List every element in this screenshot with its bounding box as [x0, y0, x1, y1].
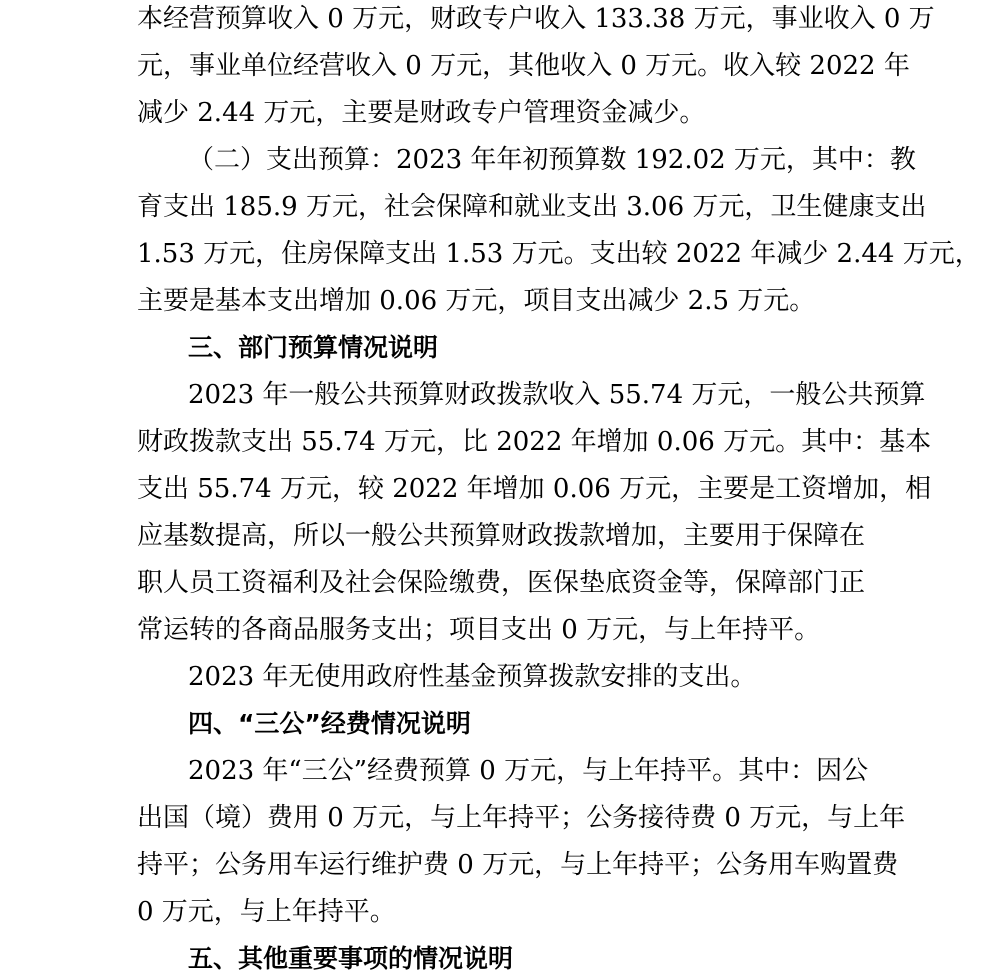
paragraph-line: 持平；公务用车运行维护费 0 万元，与上年持平；公务用车购置费	[137, 850, 899, 880]
section-heading-5: 五、其他重要事项的情况说明	[188, 944, 514, 973]
paragraph-line: 本经营预算收入 0 万元，财政专户收入 133.38 万元，事业收入 0 万	[137, 4, 935, 34]
section-heading-4: 四、“三公”经费情况说明	[188, 709, 471, 738]
paragraph-line: 财政拨款支出 55.74 万元，比 2022 年增加 0.06 万元。其中：基本	[137, 427, 932, 457]
paragraph-line: 支出 55.74 万元，较 2022 年增加 0.06 万元，主要是工资增加，相	[137, 474, 932, 504]
paragraph-line: 职人员工资福利及社会保险缴费，医保垫底资金等，保障部门正	[137, 568, 866, 598]
paragraph-line: 0 万元，与上年持平。	[137, 897, 396, 927]
paragraph-line: （二）支出预算：2023 年年初预算数 192.02 万元，其中：教	[188, 145, 916, 175]
paragraph-line: 主要是基本支出增加 0.06 万元，项目支出减少 2.5 万元。	[137, 286, 816, 316]
paragraph-line: 应基数提高，所以一般公共预算财政拨款增加，主要用于保障在	[137, 521, 866, 551]
paragraph-line: 2023 年一般公共预算财政拨款收入 55.74 万元，一般公共预算	[188, 380, 926, 410]
paragraph-line: 1.53 万元，住房保障支出 1.53 万元。支出较 2022 年减少 2.44 万元，	[137, 239, 981, 269]
paragraph-line: 常运转的各商品服务支出；项目支出 0 万元，与上年持平。	[137, 615, 821, 645]
paragraph-line: 2023 年无使用政府性基金预算拨款安排的支出。	[188, 662, 757, 692]
paragraph-line: 育支出 185.9 万元，社会保障和就业支出 3.06 万元，卫生健康支出	[137, 192, 927, 222]
paragraph-line: 减少 2.44 万元，主要是财政专户管理资金减少。	[137, 98, 706, 128]
paragraph-line: 元，事业单位经营收入 0 万元，其他收入 0 万元。收入较 2022 年	[137, 51, 910, 81]
paragraph-line: 2023 年“三公”经费预算 0 万元，与上年持平。其中：因公	[188, 756, 869, 786]
paragraph-line: 出国（境）费用 0 万元，与上年持平；公务接待费 0 万元，与上年	[137, 803, 906, 833]
section-heading-3: 三、部门预算情况说明	[188, 333, 439, 362]
